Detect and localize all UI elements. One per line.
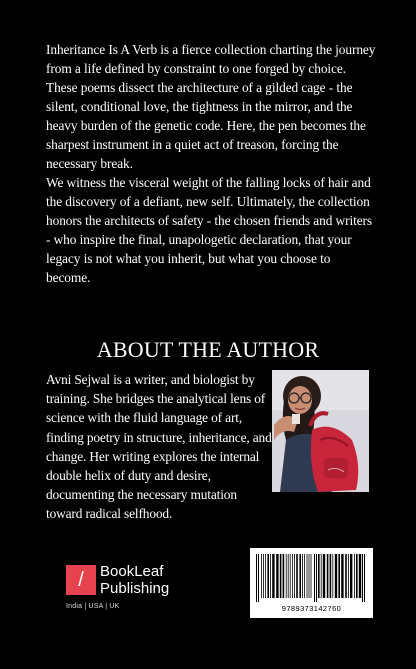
publisher-logo-mark: / xyxy=(66,565,96,595)
author-bio: Avni Sejwal is a writer, and biologist by training. She bridges the analytical lens of science with the fluid language of art, finding poetry in structure, inheritance, and change. Her writing explores the internal double helix of duty and desire, documenting the necessary mutation toward radical selfhood. xyxy=(46,372,272,522)
publisher-name-line1: BookLeaf xyxy=(100,563,164,580)
isbn-barcode xyxy=(250,548,373,618)
author-photo-image xyxy=(272,370,369,492)
isbn-number: 9789373142760 xyxy=(281,604,342,613)
back-cover-blurb xyxy=(46,40,376,287)
author-photo xyxy=(272,370,369,492)
publisher-name-line2: Publishing xyxy=(100,580,170,597)
blurb-paragraph-2: We witness the visceral weight of the falling locks of hair and the discovery of a defiant, new self. Ultimately, the collection honors the architects of safety - the chosen friends and writers - who inspire the final, unapologetic declaration, that your legacy is not what you inherit, but what you choose to become. xyxy=(46,175,373,285)
barcode-bars xyxy=(256,554,367,602)
publisher-regions: India | USA | UK xyxy=(66,603,120,610)
about-author-heading: ABOUT THE AUTHOR xyxy=(96,337,320,362)
publisher-logo xyxy=(66,563,226,613)
blurb-paragraph-1: Inheritance Is A Verb is a fierce collection charting the journey from a life defined by constraint to one forged by choice. These poems dissect the architecture of a gilded cage - the silent, conditional love, the tightness in the mirror, and the heavy burden of the genetic code. Here, the pen becomes the sharpest instrument in a quiet act of treason, forcing the necessary break. xyxy=(46,42,376,171)
